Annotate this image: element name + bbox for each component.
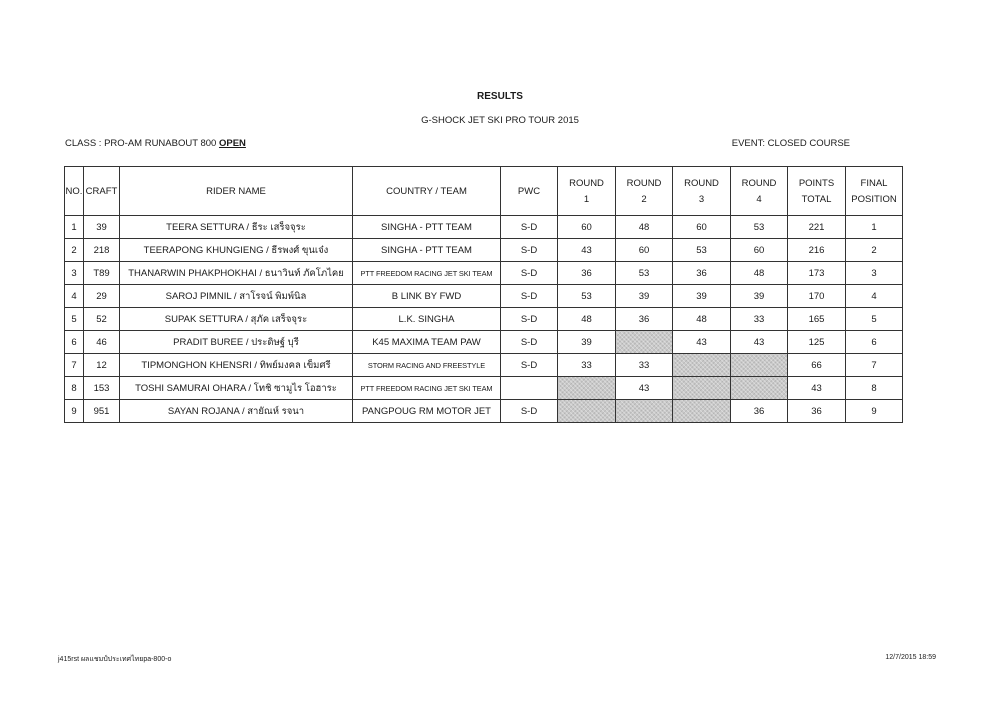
cell-round-2: 36 — [616, 308, 673, 331]
table-row — [65, 354, 903, 377]
cell-pwc: S-D — [501, 262, 558, 285]
cell-round-1: 48 — [558, 308, 616, 331]
cell-round-1: 33 — [558, 354, 616, 377]
cell-no: 5 — [65, 308, 84, 331]
cell-round-3: 43 — [673, 331, 731, 354]
cell-pwc: S-D — [501, 285, 558, 308]
cell-country-team: PANGPOUG RM MOTOR JET — [353, 400, 501, 423]
cell-round-2: 60 — [616, 239, 673, 262]
cell-pwc: S-D — [501, 216, 558, 239]
cell-round-4 — [731, 354, 788, 377]
header-points: POINTS — [788, 167, 846, 192]
cell-craft: T89 — [84, 262, 120, 285]
cell-rider-name: TEERAPONG KHUNGIENG / ธีรพงศ์ ขุนเจ๋ง — [120, 239, 353, 262]
cell-rider-name: TEERA SETTURA / ธีระ เสร็จจุระ — [120, 216, 353, 239]
cell-country-team: PTT FREEDOM RACING JET SKI TEAM — [353, 262, 501, 285]
cell-rider-name: SAYAN ROJANA / สายัณห์ รจนา — [120, 400, 353, 423]
cell-craft: 46 — [84, 331, 120, 354]
cell-country-team: SINGHA - PTT TEAM — [353, 239, 501, 262]
cell-no: 3 — [65, 262, 84, 285]
header-pwc: PWC — [501, 167, 558, 216]
cell-points-total: 66 — [788, 354, 846, 377]
cell-points-total: 216 — [788, 239, 846, 262]
cell-final-position: 8 — [846, 377, 903, 400]
cell-country-team: K45 MAXIMA TEAM PAW — [353, 331, 501, 354]
cell-round-1: 53 — [558, 285, 616, 308]
cell-final-position: 4 — [846, 285, 903, 308]
table-row — [65, 285, 903, 308]
event-subtitle: G-SHOCK JET SKI PRO TOUR 2015 — [421, 115, 579, 126]
cell-round-1 — [558, 400, 616, 423]
cell-final-position: 1 — [846, 216, 903, 239]
cell-craft: 951 — [84, 400, 120, 423]
cell-craft: 39 — [84, 216, 120, 239]
cell-final-position: 9 — [846, 400, 903, 423]
cell-round-4: 43 — [731, 331, 788, 354]
header-round-1-number: 1 — [558, 191, 616, 216]
cell-round-4: 33 — [731, 308, 788, 331]
header-round-4-number: 4 — [731, 191, 788, 216]
cell-country-team: B LINK BY FWD — [353, 285, 501, 308]
header-total: TOTAL — [788, 191, 846, 216]
cell-final-position: 7 — [846, 354, 903, 377]
page-title: RESULTS — [477, 91, 523, 102]
cell-round-2: 43 — [616, 377, 673, 400]
cell-pwc: S-D — [501, 400, 558, 423]
cell-round-4 — [731, 377, 788, 400]
cell-points-total: 165 — [788, 308, 846, 331]
cell-no: 1 — [65, 216, 84, 239]
event-label: EVENT: CLOSED COURSE — [731, 138, 850, 149]
cell-round-3: 60 — [673, 216, 731, 239]
class-label — [65, 138, 246, 149]
cell-round-4: 36 — [731, 400, 788, 423]
cell-country-team: SINGHA - PTT TEAM — [353, 216, 501, 239]
cell-pwc: S-D — [501, 331, 558, 354]
table-row — [65, 377, 903, 400]
cell-rider-name: TOSHI SAMURAI OHARA / โทชิ ซามูไร โอฮาระ — [120, 377, 353, 400]
cell-points-total: 36 — [788, 400, 846, 423]
cell-round-4: 53 — [731, 216, 788, 239]
cell-round-2: 48 — [616, 216, 673, 239]
cell-round-1: 36 — [558, 262, 616, 285]
cell-no: 4 — [65, 285, 84, 308]
cell-rider-name: TIPMONGHON KHENSRI / ทิพย์มงคล เข็มศรี — [120, 354, 353, 377]
header-round-2: ROUND — [616, 167, 673, 192]
header-round-4: ROUND — [731, 167, 788, 192]
cell-rider-name: THANARWIN PHAKPHOKHAI / ธนาวินท์ ภัคโภไคย — [120, 262, 353, 285]
class-open: OPEN — [218, 138, 246, 149]
cell-round-3 — [673, 400, 731, 423]
cell-rider-name: SUPAK SETTURA / สุภัค เสร็จจุระ — [120, 308, 353, 331]
cell-round-4: 48 — [731, 262, 788, 285]
cell-round-2: 33 — [616, 354, 673, 377]
cell-round-4: 39 — [731, 285, 788, 308]
cell-rider-name: SAROJ PIMNIL / สาโรจน์ พิมพ์นิล — [120, 285, 353, 308]
cell-no: 7 — [65, 354, 84, 377]
header-round-3-number: 3 — [673, 191, 731, 216]
header-country-team: COUNTRY / TEAM — [353, 167, 501, 216]
cell-round-1: 60 — [558, 216, 616, 239]
cell-craft: 29 — [84, 285, 120, 308]
cell-round-1: 43 — [558, 239, 616, 262]
cell-country-team: L.K. SINGHA — [353, 308, 501, 331]
table-row — [65, 239, 903, 262]
header-round-3: ROUND — [673, 167, 731, 192]
cell-final-position: 6 — [846, 331, 903, 354]
cell-craft: 153 — [84, 377, 120, 400]
cell-round-2: 39 — [616, 285, 673, 308]
cell-points-total: 221 — [788, 216, 846, 239]
results-table — [64, 166, 903, 423]
cell-round-2: 53 — [616, 262, 673, 285]
cell-craft: 218 — [84, 239, 120, 262]
footer-file-name: j415rst ผลแชมป์ประเทศไทยpa-800-o — [58, 656, 172, 663]
table-row — [65, 308, 903, 331]
cell-final-position: 3 — [846, 262, 903, 285]
cell-points-total: 43 — [788, 377, 846, 400]
cell-round-3: 53 — [673, 239, 731, 262]
cell-round-3: 36 — [673, 262, 731, 285]
cell-pwc: S-D — [501, 308, 558, 331]
cell-no: 8 — [65, 377, 84, 400]
class-name: CLASS : PRO-AM RUNABOUT 800 — [65, 138, 217, 149]
table-row — [65, 331, 903, 354]
footer-timestamp: 12/7/2015 18:59 — [885, 654, 936, 661]
header-position: POSITION — [846, 191, 903, 216]
cell-round-1: 39 — [558, 331, 616, 354]
cell-final-position: 2 — [846, 239, 903, 262]
cell-rider-name: PRADIT BUREE / ประดิษฐ์ บุรี — [120, 331, 353, 354]
cell-no: 2 — [65, 239, 84, 262]
cell-craft: 52 — [84, 308, 120, 331]
cell-points-total: 170 — [788, 285, 846, 308]
cell-pwc — [501, 377, 558, 400]
cell-craft: 12 — [84, 354, 120, 377]
cell-round-4: 60 — [731, 239, 788, 262]
cell-round-3 — [673, 377, 731, 400]
header-rider-name: RIDER NAME — [120, 167, 353, 216]
cell-round-3 — [673, 354, 731, 377]
header-round-2-number: 2 — [616, 191, 673, 216]
header-final: FINAL — [846, 167, 903, 192]
cell-no: 9 — [65, 400, 84, 423]
table-row — [65, 262, 903, 285]
header-craft: CRAFT — [84, 167, 120, 216]
cell-country-team: STORM RACING AND FREESTYLE — [353, 354, 501, 377]
cell-round-3: 48 — [673, 308, 731, 331]
cell-points-total: 125 — [788, 331, 846, 354]
cell-final-position: 5 — [846, 308, 903, 331]
table-row — [65, 216, 903, 239]
header-no: NO. — [65, 167, 84, 216]
header-round-1: ROUND — [558, 167, 616, 192]
table-row — [65, 400, 903, 423]
cell-round-2 — [616, 400, 673, 423]
cell-no: 6 — [65, 331, 84, 354]
cell-pwc: S-D — [501, 239, 558, 262]
cell-round-1 — [558, 377, 616, 400]
cell-pwc: S-D — [501, 354, 558, 377]
cell-round-3: 39 — [673, 285, 731, 308]
cell-round-2 — [616, 331, 673, 354]
cell-country-team: PTT FREEDOM RACING JET SKI TEAM — [353, 377, 501, 400]
cell-points-total: 173 — [788, 262, 846, 285]
results-body — [65, 216, 903, 423]
